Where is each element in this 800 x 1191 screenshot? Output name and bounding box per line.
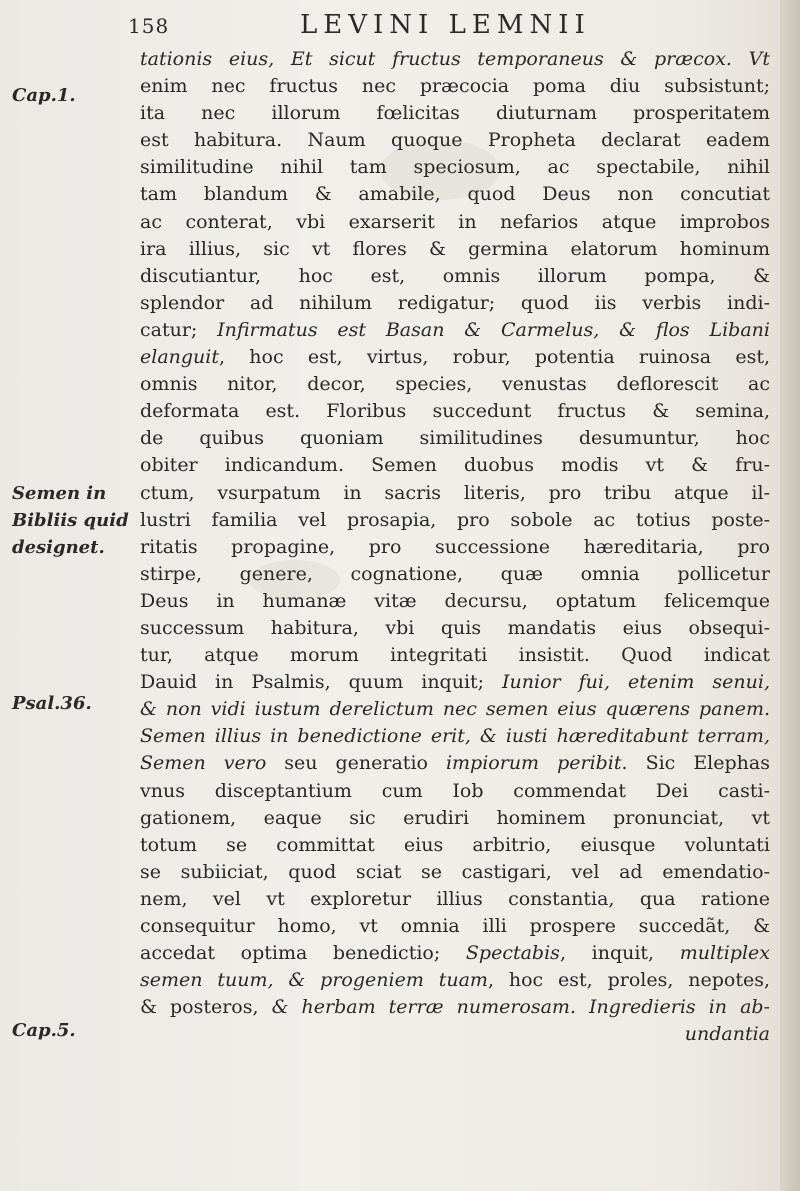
text-segment: Iunior fui, etenim senui, xyxy=(502,671,770,694)
text-line xyxy=(140,778,770,805)
text-segment: Spectabis xyxy=(465,942,560,965)
text-segment: nem, vel vt exploretur illius constantia, qua ratione xyxy=(140,887,770,910)
text-line xyxy=(140,669,770,696)
page-number: 158 xyxy=(128,14,170,38)
text-segment: se subiiciat, quod sciat se castigari, vel ad emendatio- xyxy=(140,860,770,883)
text-segment: Semen illius in benedictione erit, & iusti hæreditabunt terram, xyxy=(140,725,770,748)
text-line xyxy=(140,805,770,832)
text-line xyxy=(140,154,770,181)
text-segment: elanguit xyxy=(140,346,219,369)
text-segment: Dauid in Psalmis, quum inquit; xyxy=(140,671,503,694)
text-line xyxy=(140,181,770,208)
text-segment: ctum, vsurpatum in sacris literis, pro tribu atque il- xyxy=(140,481,770,504)
text-line xyxy=(140,263,770,290)
text-segment: similitudine nihil tam speciosum, ac spectabile, nihil xyxy=(140,156,770,179)
text-segment: tam blandum & amabile, quod Deus non concutiat xyxy=(140,183,770,206)
text-segment: splendor ad nihilum redigatur; quod iis verbis indi- xyxy=(140,291,770,314)
text-segment: est habitura. Naum quoque Propheta declarat eadem xyxy=(140,129,770,152)
text-segment: lustri familia vel prosapia, pro sobole ac totius poste- xyxy=(140,508,770,531)
text-line xyxy=(140,886,770,913)
margin-note-semen: Semen in xyxy=(12,483,107,504)
page-edge xyxy=(780,0,800,1191)
text-segment: semen tuum, & progeniem tuam xyxy=(140,969,488,992)
text-segment: impiorum peribit xyxy=(445,752,622,775)
text-line xyxy=(140,723,770,750)
text-segment: ac conterat, vbi exarserit in nefarios atque improbos xyxy=(140,210,770,233)
text-segment: . Sic Elephas xyxy=(621,752,770,775)
text-line xyxy=(140,452,770,479)
text-segment: discutiantur, hoc est, omnis illorum pompa, & xyxy=(140,264,770,287)
text-segment: tur, atque morum integritati insistit. Quod indicat xyxy=(140,644,770,667)
text-segment: accedat optima benedictio; xyxy=(140,942,466,965)
text-segment: gationem, eaque sic erudiri hominem pronunciat, vt xyxy=(140,806,770,829)
text-segment: consequitur homo, vt omnia illi prospere succedãt, & xyxy=(140,915,770,937)
text-segment: Infirmatus est Basan & Carmelus, & flos Libani xyxy=(217,318,770,341)
text-segment: vnus disceptantium cum Iob commendat Dei casti- xyxy=(140,779,770,802)
text-line xyxy=(140,750,770,777)
text-line xyxy=(140,73,770,100)
text-segment: catur; xyxy=(140,318,218,341)
text-line xyxy=(140,615,770,642)
text-line xyxy=(140,967,770,994)
text-line xyxy=(140,588,770,615)
text-segment: , hoc est, proles, nepotes, xyxy=(487,969,770,992)
margin-note-chapter: Cap.1. xyxy=(12,85,76,106)
margin-note-chapter-5: Cap.5. xyxy=(12,1020,76,1041)
text-line xyxy=(140,344,770,371)
text-line xyxy=(140,913,770,940)
text-segment: de quibus quoniam similitudines desumuntur, hoc xyxy=(140,427,770,450)
text-segment: deformata est. Floribus succedunt fructus & semina, xyxy=(140,400,770,423)
body-text xyxy=(140,46,770,1048)
text-line xyxy=(140,696,770,723)
text-line xyxy=(140,398,770,425)
text-segment: tationis eius, Et sicut fructus temporaneus & præcox. Vt xyxy=(140,48,770,70)
text-line xyxy=(140,832,770,859)
margin-note-psalm: Psal.36. xyxy=(12,693,92,714)
text-segment: & non vidi iustum derelictum nec semen eius quærens panem. xyxy=(140,698,770,721)
margin-note-designet: designet. xyxy=(12,537,105,558)
text-segment: omnis nitor, decor, species, venustas deflorescit ac xyxy=(140,373,770,396)
text-line xyxy=(140,507,770,534)
text-line xyxy=(140,994,770,1021)
text-line xyxy=(140,209,770,236)
text-segment: ritatis propagine, pro successione hæreditaria, pro xyxy=(140,535,770,558)
text-line xyxy=(140,940,770,967)
text-segment: & herbam terræ numerosam. Ingredieris in ab- xyxy=(271,996,770,1019)
text-line xyxy=(140,859,770,886)
text-segment: multiplex xyxy=(679,942,770,965)
text-segment: Deus in humanæ vitæ decursu, optatum felicemque xyxy=(140,589,770,612)
text-line xyxy=(140,425,770,452)
text-segment: Semen vero xyxy=(140,752,267,775)
text-line xyxy=(140,127,770,154)
text-line xyxy=(140,317,770,344)
text-segment: obiter indicandum. Semen duobus modis vt & fru- xyxy=(140,454,770,477)
text-segment: ira illius, sic vt flores & germina elatorum hominum xyxy=(140,237,770,260)
text-line xyxy=(140,290,770,317)
text-segment: & posteros, xyxy=(140,996,272,1019)
text-segment: seu generatio xyxy=(266,752,446,775)
margin-note-bibliis: Bibliis quid xyxy=(12,510,129,531)
text-segment: ita nec illorum fœlicitas diuturnam prosperitatem xyxy=(140,102,770,125)
text-line xyxy=(140,236,770,263)
catchword: undantia xyxy=(684,1023,770,1046)
text-line xyxy=(140,642,770,669)
text-line xyxy=(140,100,770,127)
text-segment: totum se committat eius arbitrio, eiusque voluntati xyxy=(140,833,770,856)
text-segment: enim nec fructus nec præcocia poma diu subsistunt; xyxy=(140,75,770,98)
text-line xyxy=(140,371,770,398)
text-line xyxy=(140,480,770,507)
text-segment: , hoc est, virtus, robur, potentia ruinosa est, xyxy=(219,346,770,369)
text-segment: successum habitura, vbi quis mandatis eius obsequi- xyxy=(140,616,770,639)
running-title: LEVINI LEMNII xyxy=(300,10,591,40)
text-line xyxy=(140,46,770,73)
text-segment: stirpe, genere, cognatione, quæ omnia pollicetur xyxy=(140,562,770,585)
text-segment: , inquit, xyxy=(559,942,680,965)
text-line xyxy=(140,534,770,561)
text-line xyxy=(140,561,770,588)
running-head xyxy=(0,6,800,46)
